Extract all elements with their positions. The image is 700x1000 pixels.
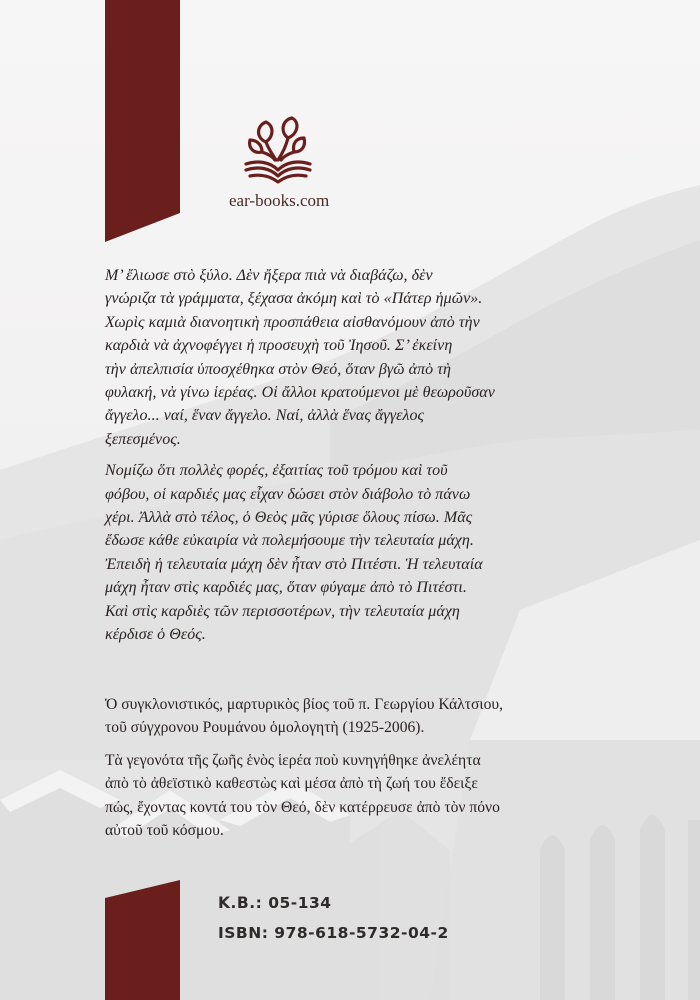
quote-line: χέρι. Ἀλλὰ στὸ τέλος, ὁ Θεὸς μᾶς γύρισε ὅλους πίσω. Μᾶς — [105, 509, 473, 527]
quote-line: κέρδισε ὁ Θεός. — [105, 626, 206, 644]
description-line: πώς, ἔχοντας κοντά του τὸν Θεό, δὲν κατέρρευσε ἀπὸ τὸν πόνο — [105, 798, 500, 816]
bottom-ribbon-bookmark — [105, 880, 180, 1000]
description-line: ἀπὸ τὸ ἀθεϊστικὸ καθεστὼς καὶ μέσα ἀπὸ τὴ ζωή του ἔδειξε — [105, 775, 478, 793]
kb-number: Κ.Β.: 05-134 — [218, 894, 332, 912]
description-line: αὐτοῦ τοῦ κόσμου. — [105, 822, 224, 840]
book-sprout-icon — [242, 108, 314, 186]
quote-line: Νομίζω ὅτι πολλὲς φορές, ἐξαιτίας τοῦ τρόμου καὶ τοῦ — [105, 462, 448, 480]
quote-line: Μ’ ἔλιωσε στὸ ξύλο. Δὲν ἤξερα πιὰ νὰ διαβάζω, δὲν — [105, 267, 433, 284]
quote-line: μάχη ἦταν στὶς καρδιές μας, ὅταν φύγαμε ἀπὸ τὸ Πιτέστι. — [105, 579, 467, 597]
description-paragraph — [105, 693, 625, 740]
quote-line: τὴν ἀπελπισία ὑποσχέθηκα στὸν Θεό, ὅταν βγῶ ἀπὸ τὴ — [105, 360, 452, 378]
quote-line: Ἐπειδὴ ἡ τελευταία μάχη δὲν ἦταν στὸ Πιτέστι. Ἡ τελευταία — [105, 555, 483, 573]
back-cover-quote — [105, 264, 625, 655]
book-description — [105, 693, 625, 851]
quote-line: ξεπεσμένος. — [105, 430, 181, 448]
catalog-info — [218, 888, 449, 948]
description-line: τοῦ σύγχρονου Ρουμάνου ὁμολογητὴ (1925-2006). — [105, 719, 425, 737]
isbn-number: ISBN: 978-618-5732-04-2 — [218, 924, 449, 942]
quote-line: φόβου, οἱ καρδιές μας εἶχαν δώσει στὸν διάβολο τὸ πάνω — [105, 485, 471, 503]
quote-line: ἄγγελο... ναί, ἕναν ἄγγελο. Ναί, ἀλλὰ ἕνας ἄγγελος — [105, 407, 425, 425]
quote-line: Καὶ στὶς καρδιὲς τῶν περισσοτέρων, τὴν τελευταία μάχη — [105, 602, 460, 620]
top-ribbon-bookmark — [105, 0, 180, 242]
quote-line: Χωρὶς καμιὰ διανοητικὴ προσπάθεια αἰσθανόμουν ἀπὸ τὴν — [105, 313, 480, 331]
quote-line: φυλακή, νὰ γίνω ἱερέας. Οἱ ἄλλοι κρατούμενοι μὲ θεωροῦσαν — [105, 384, 495, 402]
publisher-website: ear-books.com — [229, 191, 330, 210]
quote-paragraph — [105, 264, 625, 451]
quote-line: καρδιὰ νὰ ἀχνοφέγγει ἡ προσευχὴ τοῦ Ἰησοῦ. Σ’ ἐκείνη — [105, 337, 453, 355]
description-paragraph — [105, 749, 625, 843]
quote-paragraph — [105, 459, 625, 646]
quote-line: γνώριζα τὰ γράμματα, ξέχασα ἀκόμη καὶ τὸ «Πάτερ ἡμῶν». — [105, 290, 483, 308]
quote-line: ἔδωσε κάθε εὐκαιρία νὰ πολεμήσουμε τὴν τελευταία μάχη. — [105, 532, 474, 550]
description-line: Τὰ γεγονότα τῆς ζωῆς ἑνὸς ἱερέα ποὺ κυνηγήθηκε ἀνελέητα — [105, 751, 481, 769]
description-line: Ὁ συγκλονιστικός, μαρτυρικὸς βίος τοῦ π. Γεωργίου Κάλτσιου, — [105, 696, 504, 713]
